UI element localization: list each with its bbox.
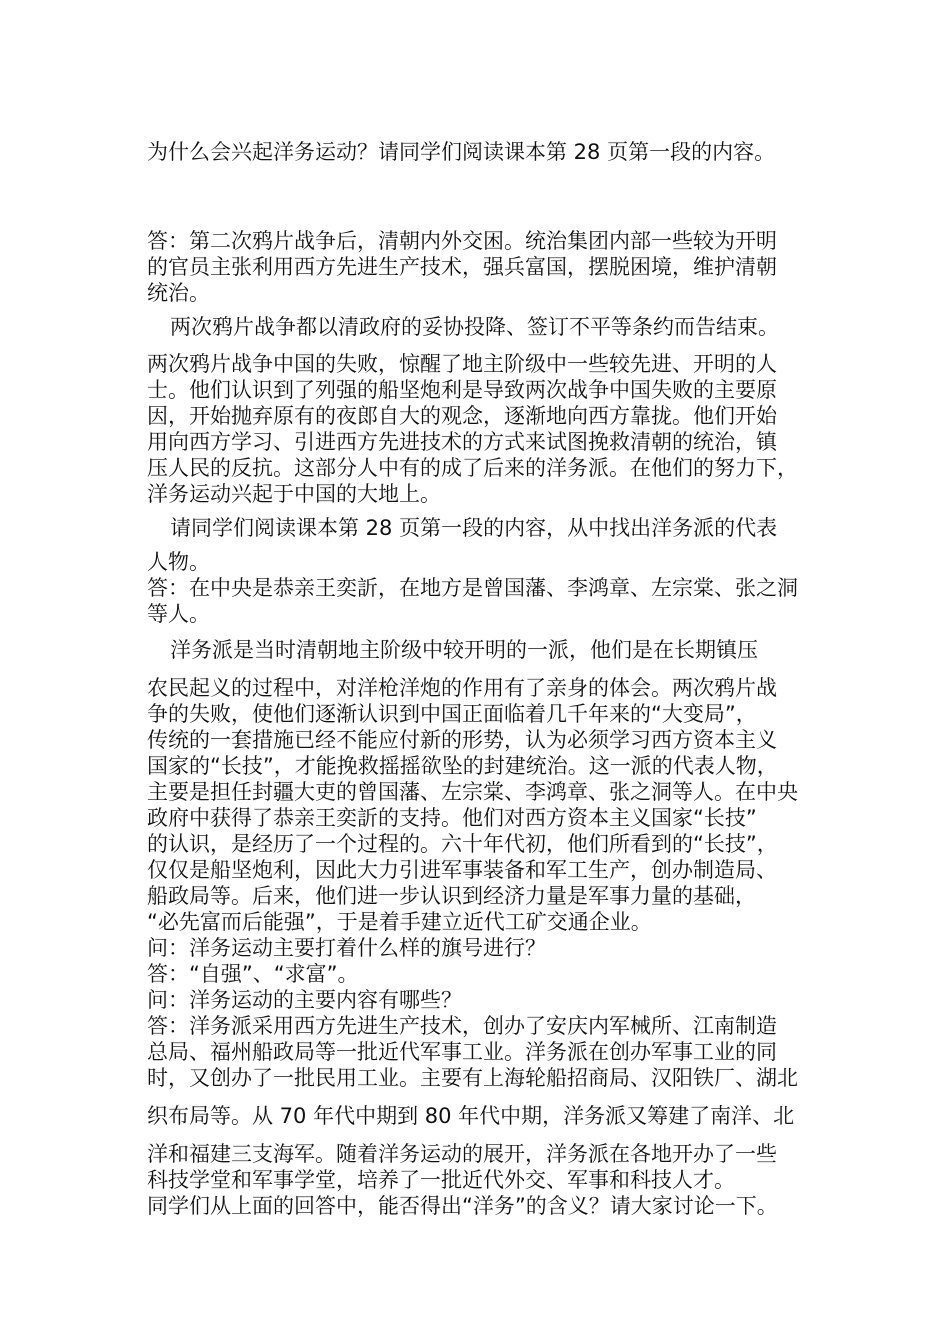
answer-line: 答：“自强”、“求富”。 bbox=[147, 962, 359, 986]
answer-line: 科技学堂和军事学堂，培养了一批近代外交、军事和科技人才。 bbox=[147, 1168, 735, 1192]
answer-line: 统治。 bbox=[147, 281, 210, 305]
question-representatives-line: 人物。 bbox=[147, 550, 210, 574]
paragraph-line: 船政局等。后来，他们进一步认识到经济力量是军事力量的基础， bbox=[147, 884, 756, 908]
answer-line: 的官员主张利用西方先进生产技术，强兵富国，摆脱困境，维护清朝 bbox=[147, 255, 777, 279]
question-representatives-line: 请同学们阅读课本第 28 页第一段的内容，从中找出洋务派的代表 bbox=[170, 516, 778, 540]
question-line: 问：洋务运动主要打着什么样的旗号进行？ bbox=[147, 936, 546, 960]
paragraph-line: “必先富而后能强”，于是着手建立近代工矿交通企业。 bbox=[147, 910, 652, 934]
paragraph-line: 两次鸦片战争都以清政府的妥协投降、签订不平等条约而告结束。 bbox=[170, 315, 779, 339]
paragraph-line: 政府中获得了恭亲王奕訢的支持。他们对西方资本主义国家“长技” bbox=[147, 806, 757, 830]
discussion-prompt-line: 同学们从上面的回答中，能否得出“洋务”的含义？请大家讨论一下。 bbox=[147, 1194, 778, 1218]
paragraph-line: 士。他们认识到了列强的船坚炮利是导致两次战争中国失败的主要原 bbox=[147, 378, 777, 402]
paragraph-line: 两次鸦片战争中国的失败，惊醒了地主阶级中一些较先进、开明的人 bbox=[147, 352, 777, 376]
answer-line: 等人。 bbox=[147, 602, 210, 626]
answer-line: 答：洋务派采用西方先进生产技术，创办了安庆内军械所、江南制造 bbox=[147, 1014, 777, 1038]
paragraph-line: 传统的一套措施已经不能应付新的形势，认为必须学习西方资本主义 bbox=[147, 728, 777, 752]
paragraph-line: 洋务派是当时清朝地主阶级中较开明的一派，他们是在长期镇压 bbox=[170, 638, 758, 662]
answer-line: 答：第二次鸦片战争后，清朝内外交困。统治集团内部一些较为开明 bbox=[147, 229, 777, 253]
paragraph-line: 仅仅是船坚炮利，因此大力引进军事装备和军工生产，创办制造局、 bbox=[147, 858, 777, 882]
paragraph-line: 的认识，是经历了一个过程的。六十年代初，他们所看到的“长技”， bbox=[147, 832, 778, 856]
answer-line: 总局、福州船政局等一批近代军事工业。洋务派在创办军事工业的同 bbox=[147, 1040, 777, 1064]
question-why-line: 为什么会兴起洋务运动？请同学们阅读课本第 28 页第一段的内容。 bbox=[147, 140, 776, 164]
answer-line: 答：在中央是恭亲王奕訢，在地方是曾国藩、李鸿章、左宗棠、张之洞 bbox=[147, 576, 798, 600]
paragraph-line: 因，开始抛弃原有的夜郎自大的观念，逐渐地向西方靠拢。他们开始 bbox=[147, 404, 777, 428]
answer-line: 洋和福建三支海军。随着洋务运动的展开，洋务派在各地开办了一些 bbox=[147, 1142, 777, 1166]
answer-line: 时，又创办了一批民用工业。主要有上海轮船招商局、汉阳铁厂、湖北 bbox=[147, 1066, 798, 1090]
paragraph-line: 主要是担任封疆大吏的曾国藩、左宗棠、李鸿章、张之洞等人。在中央 bbox=[147, 780, 798, 804]
paragraph-line: 农民起义的过程中，对洋枪洋炮的作用有了亲身的体会。两次鸦片战 bbox=[147, 676, 777, 700]
paragraph-line: 国家的“长技”，才能挽救摇摇欲坠的封建统治。这一派的代表人物， bbox=[147, 754, 778, 778]
paragraph-line: 争的失败，使他们逐渐认识到中国正面临着几千年来的“大变局”， bbox=[147, 702, 757, 726]
answer-line: 织布局等。从 70 年代中期到 80 年代中期，洋务派又筹建了南洋、北 bbox=[147, 1104, 795, 1128]
paragraph-line: 压人民的反抗。这部分人中有的成了后来的洋务派。在他们的努力下， bbox=[147, 456, 798, 480]
question-line: 问：洋务运动的主要内容有哪些？ bbox=[147, 988, 462, 1012]
paragraph-line: 用向西方学习、引进西方先进技术的方式来试图挽救清朝的统治，镇 bbox=[147, 430, 777, 454]
paragraph-line: 洋务运动兴起于中国的大地上。 bbox=[147, 482, 441, 506]
